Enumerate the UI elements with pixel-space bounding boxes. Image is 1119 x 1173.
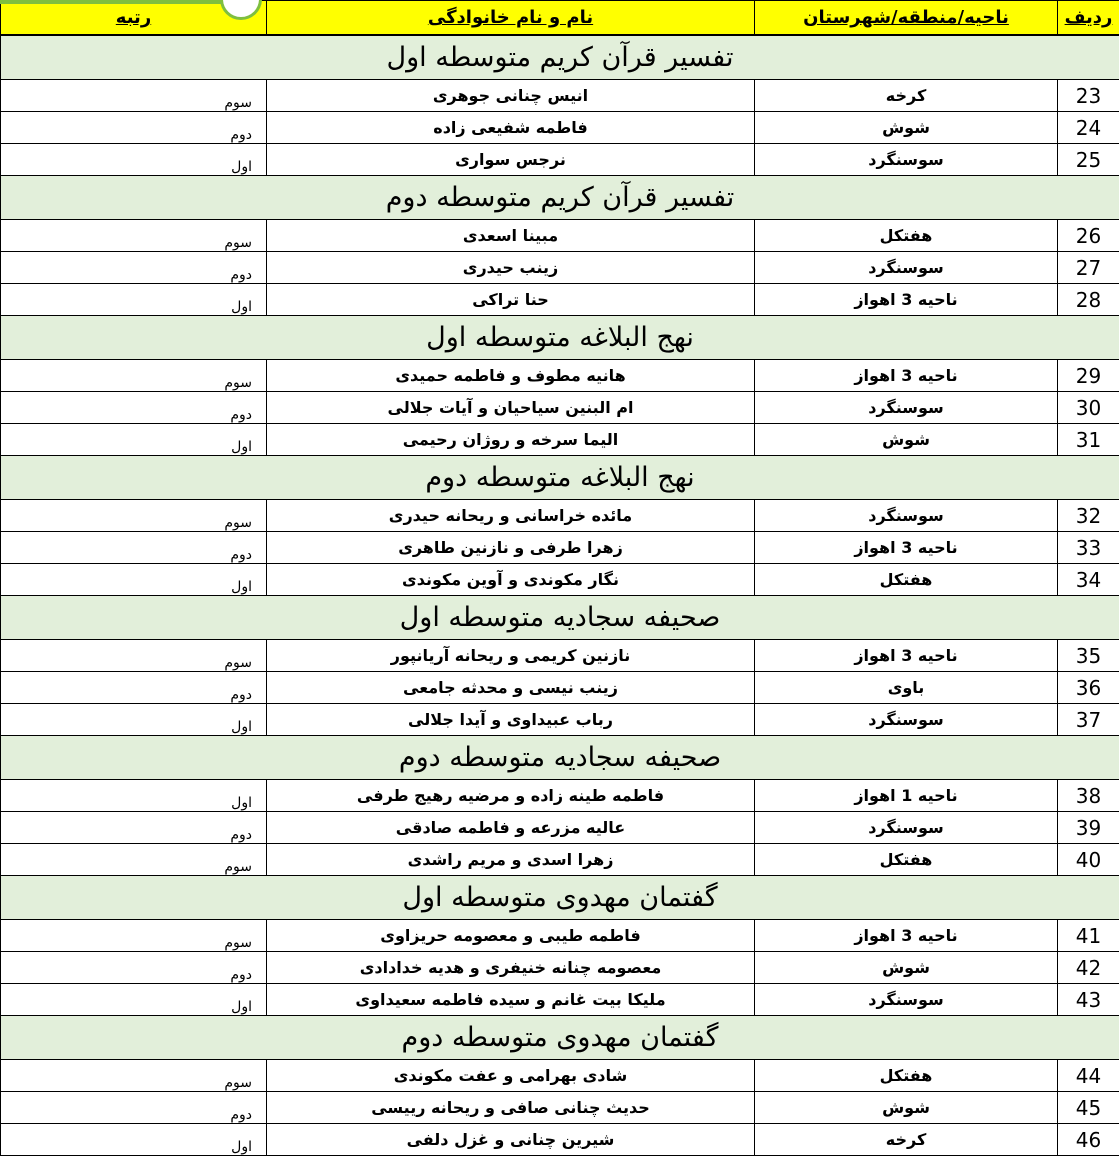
header-name[interactable]: نام و نام خانوادگی <box>267 1 755 36</box>
table-row <box>1 144 1119 176</box>
table-row <box>1 672 1119 704</box>
cell-region[interactable]: سوسنگرد <box>755 984 1058 1016</box>
cell-region[interactable]: ناحیه 3 اهواز <box>755 920 1058 952</box>
shape-line <box>0 0 222 4</box>
cell-rank[interactable]: دوم <box>1 1092 267 1124</box>
cell-index[interactable]: 30 <box>1058 392 1119 424</box>
cell-region[interactable]: ناحیه 1 اهواز <box>755 780 1058 812</box>
table-row <box>1 220 1119 252</box>
cell-name[interactable]: حنا تراکی <box>267 284 755 316</box>
cell-name[interactable]: فاطمه طینه زاده و مرضیه رهیج طرفی <box>267 780 755 812</box>
cell-region[interactable]: سوسنگرد <box>755 144 1058 176</box>
cell-rank[interactable]: دوم <box>1 252 267 284</box>
cell-name[interactable]: معصومه چنانه خنیفری و هدیه خدادادی <box>267 952 755 984</box>
section-row <box>1 176 1119 220</box>
cell-region[interactable]: سوسنگرد <box>755 704 1058 736</box>
cell-region[interactable]: سوسنگرد <box>755 252 1058 284</box>
cell-region[interactable]: ناحیه 3 اهواز <box>755 640 1058 672</box>
section-row <box>1 316 1119 360</box>
cell-name[interactable]: نگار مکوندی و آوین مکوندی <box>267 564 755 596</box>
section-title[interactable]: گفتمان مهدوی متوسطه دوم <box>1 1016 1119 1060</box>
cell-index[interactable]: 38 <box>1058 780 1119 812</box>
cell-index[interactable]: 31 <box>1058 424 1119 456</box>
cell-rank[interactable]: دوم <box>1 532 267 564</box>
cell-index[interactable]: 32 <box>1058 500 1119 532</box>
cell-name[interactable]: رباب عبیداوی و آیدا جلالی <box>267 704 755 736</box>
cell-rank[interactable]: اول <box>1 424 267 456</box>
table-row <box>1 252 1119 284</box>
cell-name[interactable]: مائده خراسانی و ریحانه حیدری <box>267 500 755 532</box>
cell-name[interactable]: شادی بهرامی و عفت مکوندی <box>267 1060 755 1092</box>
cell-rank[interactable]: اول <box>1 984 267 1016</box>
cell-rank[interactable]: دوم <box>1 952 267 984</box>
cell-index[interactable]: 45 <box>1058 1092 1119 1124</box>
cell-region[interactable]: باوی <box>755 672 1058 704</box>
cell-index[interactable]: 40 <box>1058 844 1119 876</box>
cell-rank[interactable]: دوم <box>1 672 267 704</box>
cell-index[interactable]: 28 <box>1058 284 1119 316</box>
cell-rank[interactable]: اول <box>1 144 267 176</box>
section-row <box>1 876 1119 920</box>
cell-region[interactable]: هفتکل <box>755 220 1058 252</box>
table-row <box>1 500 1119 532</box>
cell-rank[interactable]: سوم <box>1 640 267 672</box>
table-row <box>1 360 1119 392</box>
cell-rank[interactable]: سوم <box>1 920 267 952</box>
cell-name[interactable]: زینب نیسی و محدثه جامعی <box>267 672 755 704</box>
table-row <box>1 844 1119 876</box>
table-row <box>1 80 1119 112</box>
cell-name[interactable]: حدیث چنانی صافی و ریحانه رییسی <box>267 1092 755 1124</box>
cell-rank[interactable]: سوم <box>1 360 267 392</box>
header-rank[interactable]: رتبه <box>1 1 267 36</box>
section-row <box>1 1016 1119 1060</box>
cell-name[interactable]: نازنین کریمی و ریحانه آریانپور <box>267 640 755 672</box>
table-row <box>1 112 1119 144</box>
table-row <box>1 952 1119 984</box>
cell-index[interactable]: 34 <box>1058 564 1119 596</box>
header-region[interactable]: ناحیه/منطقه/شهرستان <box>755 1 1058 36</box>
cell-index[interactable]: 43 <box>1058 984 1119 1016</box>
table-row <box>1 424 1119 456</box>
cell-name[interactable]: مبینا اسعدی <box>267 220 755 252</box>
cell-index[interactable]: 41 <box>1058 920 1119 952</box>
table-row <box>1 284 1119 316</box>
cell-region[interactable]: شوش <box>755 424 1058 456</box>
cell-index[interactable]: 42 <box>1058 952 1119 984</box>
section-title[interactable]: تفسیر قرآن کریم متوسطه اول <box>1 35 1119 80</box>
cell-name[interactable]: ملیکا بیت غانم و سیده فاطمه سعیداوی <box>267 984 755 1016</box>
cell-region[interactable]: ناحیه 3 اهواز <box>755 284 1058 316</box>
section-row <box>1 596 1119 640</box>
cell-region[interactable]: سوسنگرد <box>755 392 1058 424</box>
cell-rank[interactable]: اول <box>1 564 267 596</box>
cell-region[interactable]: کرخه <box>755 1124 1058 1156</box>
cell-name[interactable]: نرجس سواری <box>267 144 755 176</box>
cell-region[interactable]: ناحیه 3 اهواز <box>755 532 1058 564</box>
table-row <box>1 920 1119 952</box>
cell-region[interactable]: شوش <box>755 112 1058 144</box>
cell-index[interactable]: 36 <box>1058 672 1119 704</box>
section-title[interactable]: نهج البلاغه متوسطه دوم <box>1 456 1119 500</box>
section-title[interactable]: تفسیر قرآن کریم متوسطه دوم <box>1 176 1119 220</box>
table-row <box>1 1092 1119 1124</box>
cell-rank[interactable]: اول <box>1 1124 267 1156</box>
cell-region[interactable]: هفتکل <box>755 564 1058 596</box>
cell-index[interactable]: 23 <box>1058 80 1119 112</box>
cell-index[interactable]: 29 <box>1058 360 1119 392</box>
cell-rank[interactable]: سوم <box>1 80 267 112</box>
cell-name[interactable]: فاطمه شفیعی زاده <box>267 112 755 144</box>
cell-index[interactable]: 37 <box>1058 704 1119 736</box>
cell-rank[interactable]: اول <box>1 704 267 736</box>
cell-rank[interactable]: سوم <box>1 220 267 252</box>
table-row <box>1 564 1119 596</box>
cell-index[interactable]: 25 <box>1058 144 1119 176</box>
cell-rank[interactable]: سوم <box>1 844 267 876</box>
cell-region[interactable]: شوش <box>755 952 1058 984</box>
cell-rank[interactable]: دوم <box>1 112 267 144</box>
cell-rank[interactable]: اول <box>1 284 267 316</box>
cell-rank[interactable]: سوم <box>1 1060 267 1092</box>
cell-region[interactable]: سوسنگرد <box>755 500 1058 532</box>
cell-rank[interactable]: اول <box>1 780 267 812</box>
cell-name[interactable]: الیما سرخه و روژان رحیمی <box>267 424 755 456</box>
section-title[interactable]: گفتمان مهدوی متوسطه اول <box>1 876 1119 920</box>
cell-index[interactable]: 24 <box>1058 112 1119 144</box>
header-index[interactable]: ردیف <box>1058 1 1119 36</box>
cell-name[interactable]: فاطمه طیبی و معصومه حریزاوی <box>267 920 755 952</box>
cell-index[interactable]: 33 <box>1058 532 1119 564</box>
section-row <box>1 456 1119 500</box>
cell-index[interactable]: 39 <box>1058 812 1119 844</box>
cell-name[interactable]: شیرین چنانی و غزل دلفی <box>267 1124 755 1156</box>
table-row <box>1 1124 1119 1156</box>
cell-region[interactable]: ناحیه 3 اهواز <box>755 360 1058 392</box>
cell-rank[interactable]: سوم <box>1 500 267 532</box>
cell-rank[interactable]: دوم <box>1 392 267 424</box>
cell-region[interactable]: هفتکل <box>755 844 1058 876</box>
table-row <box>1 780 1119 812</box>
cell-region[interactable]: هفتکل <box>755 1060 1058 1092</box>
section-row <box>1 35 1119 80</box>
cell-name[interactable]: هانیه مطوف و فاطمه حمیدی <box>267 360 755 392</box>
cell-index[interactable]: 26 <box>1058 220 1119 252</box>
table-row <box>1 640 1119 672</box>
cell-name[interactable]: ام البنین سیاحیان و آیات جلالی <box>267 392 755 424</box>
table-row <box>1 984 1119 1016</box>
cell-rank[interactable]: دوم <box>1 812 267 844</box>
cell-name[interactable]: زهرا اسدی و مریم راشدی <box>267 844 755 876</box>
cell-name[interactable]: عالیه مزرعه و فاطمه صادقی <box>267 812 755 844</box>
cell-index[interactable]: 35 <box>1058 640 1119 672</box>
cell-name[interactable]: انیس چنانی جوهری <box>267 80 755 112</box>
cell-name[interactable]: زینب حیدری <box>267 252 755 284</box>
cell-index[interactable]: 46 <box>1058 1124 1119 1156</box>
section-row <box>1 736 1119 780</box>
cell-region[interactable]: شوش <box>755 1092 1058 1124</box>
cell-region[interactable]: کرخه <box>755 80 1058 112</box>
table-row <box>1 532 1119 564</box>
cell-index[interactable]: 44 <box>1058 1060 1119 1092</box>
table-row <box>1 704 1119 736</box>
table-row <box>1 812 1119 844</box>
section-title[interactable]: نهج البلاغه متوسطه اول <box>1 316 1119 360</box>
table-row <box>1 1060 1119 1092</box>
cell-name[interactable]: زهرا طرفی و نازنین طاهری <box>267 532 755 564</box>
header-row <box>1 1 1119 36</box>
cell-region[interactable]: سوسنگرد <box>755 812 1058 844</box>
section-title[interactable]: صحیفه سجادیه متوسطه اول <box>1 596 1119 640</box>
table-row <box>1 392 1119 424</box>
section-title[interactable]: صحیفه سجادیه متوسطه دوم <box>1 736 1119 780</box>
cell-index[interactable]: 27 <box>1058 252 1119 284</box>
